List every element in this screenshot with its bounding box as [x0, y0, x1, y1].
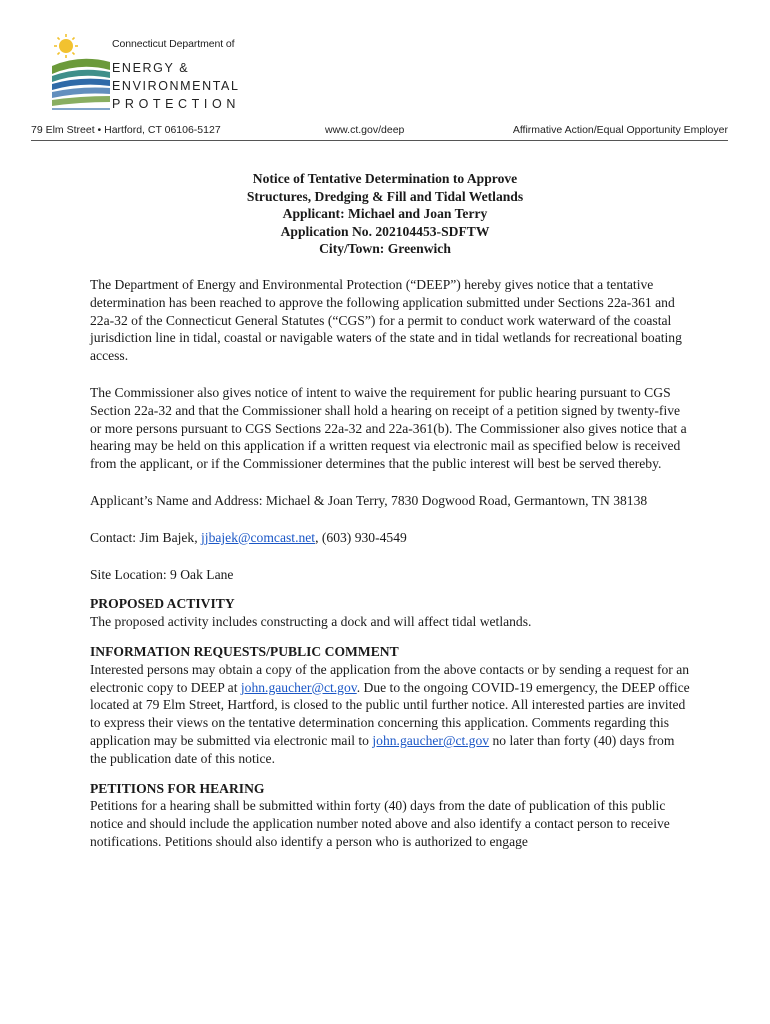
contact-email-link[interactable]: jjbajek@comcast.net	[201, 529, 316, 545]
letterhead-address: 79 Elm Street • Hartford, CT 06106-5127	[31, 124, 221, 136]
paragraph-hearing-waiver: The Commissioner also gives notice of intent to waive the requirement for public hearing pursuant to CGS Section 22a-32 and that the Commissioner shall hold a hearing on receipt of a petition signed by twenty-five or more persons pursuant to CGS Sections 22a-32 and 22a-361(b). The Commissioner also gives notice that a hearing may be held on this application if a written request via electronic mail as specified below is received from the applicant, or if the Commissioner determines that the public interest will best be served thereby.	[90, 384, 687, 472]
notice-application-number: Application No. 202104453-SDFTW	[280, 223, 490, 239]
paragraph-contact	[90, 529, 690, 547]
heading-petitions: PETITIONS FOR HEARING	[90, 780, 265, 796]
paragraph-determination: The Department of Energy and Environmental Protection (“DEEP”) hereby gives notice that a tentative determination has been reached to approve the following application submitted under Sections 22a-361 and 22a-32 of the Connecticut General Statutes (“CGS”) for a permit to conduct work waterward of the coastal jurisdiction line in tidal, coastal or navigable waters of the state and in tidal wetlands for recreational boating access.	[90, 277, 682, 364]
deep-logo-mark-icon	[50, 32, 120, 114]
paragraph-petitions: Petitions for a hearing shall be submitted within forty (40) days from the date of publication of this public notice and should include the application number noted above and also identify a contact person to receive notifications. Petitions should also identify a person who is authorized to engage	[90, 798, 670, 849]
info-text-c: no later than forty (40) days from the publication date of this notice.	[90, 732, 675, 766]
paragraph-information-requests	[90, 661, 690, 768]
notice-title: Notice of Tentative Determination to Approve	[252, 171, 518, 186]
contact-label: Contact: Jim Bajek,	[90, 529, 202, 545]
letterhead-eeo-statement: Affirmative Action/Equal Opportunity Employer	[512, 124, 728, 136]
logo-department-line: Connecticut Department of	[112, 38, 235, 50]
deep-logo	[50, 32, 240, 114]
logo-environmental-line: ENVIRONMENTAL	[112, 79, 240, 93]
paragraph-site-location: Site Location: 9 Oak Lane	[90, 566, 234, 582]
notice-title-block	[90, 170, 680, 258]
letterhead-contact-bar	[31, 124, 728, 140]
heading-proposed-activity: PROPOSED ACTIVITY	[90, 596, 235, 612]
deep-email-link[interactable]: john.gaucher@ct.gov	[240, 679, 357, 695]
notice-applicant: Applicant: Michael and Joan Terry	[282, 206, 488, 221]
paragraph-applicant-address: Applicant’s Name and Address: Michael & Joan Terry, 7830 Dogwood Road, Germantown, TN 38138	[90, 492, 648, 508]
deep-email-link-2[interactable]: john.gaucher@ct.gov	[372, 732, 490, 748]
notice-city-town: City/Town: Greenwich	[319, 241, 451, 256]
heading-information-requests: INFORMATION REQUESTS/PUBLIC COMMENT	[90, 643, 399, 659]
letterhead-divider	[31, 140, 728, 141]
logo-protection-line: PROTECTION	[112, 97, 240, 111]
info-text-a: Interested persons may obtain a copy of the application from the above contacts or by sending a request for an electronic copy to DEEP at	[90, 661, 690, 695]
contact-phone: , (603) 930-4549	[315, 529, 407, 545]
logo-energy-line: ENERGY &	[112, 61, 190, 75]
info-text-b: . Due to the ongoing COVID-19 emergency, the DEEP office located at 79 Elm Street, Hartford, is closed to the public until further notice. All interested parties are invited to express their views on the tentative determination concerning this application. Comments regarding this application may be submitted via electronic mail to	[90, 679, 690, 748]
letterhead-website[interactable]: www.ct.gov/deep	[325, 124, 405, 136]
notice-body	[90, 276, 690, 870]
paragraph-proposed-activity: The proposed activity includes constructing a dock and will affect tidal wetlands.	[90, 614, 532, 630]
notice-subtitle: Structures, Dredging & Fill and Tidal Wetlands	[246, 188, 524, 204]
